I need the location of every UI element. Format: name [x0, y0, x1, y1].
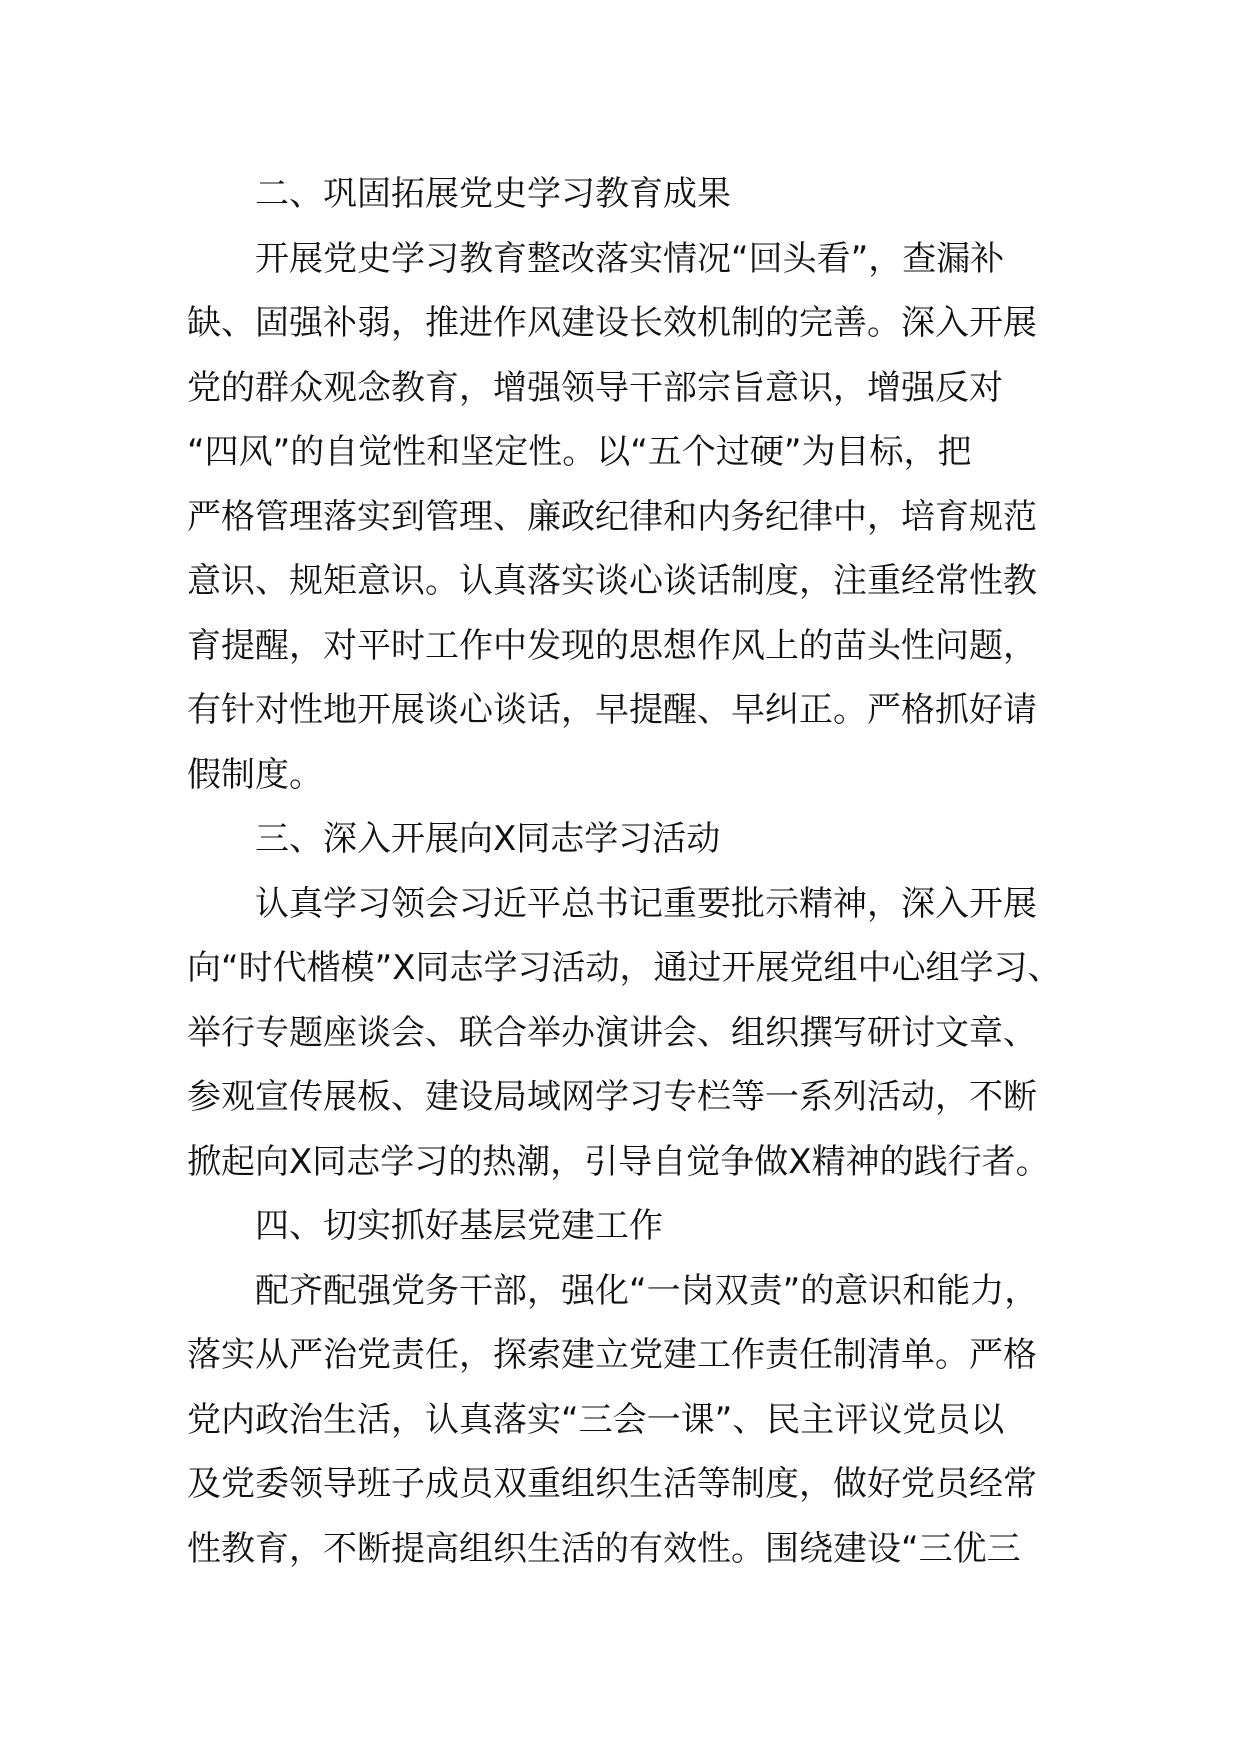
paragraph-line: 党内政治生活，认真落实“三会一课”、民主评议党员以 [187, 1399, 1005, 1440]
paragraph-line: 党的群众观念教育，增强领导干部宗旨意识，增强反对 [187, 367, 1003, 408]
paragraph-line: 配齐配强党务干部，强化“一岗双责”的意识和能力， [255, 1270, 1039, 1311]
paragraph-line: 掀起向X同志学习的热潮，引导自觉争做X精神的践行者。 [187, 1141, 1050, 1182]
paragraph-line: 认真学习领会习近平总书记重要批示精神，深入开展 [255, 883, 1037, 924]
section-heading-4: 四、切实抓好基层党建工作 [255, 1206, 663, 1246]
paragraph-line: 育提醒，对平时工作中发现的思想作风上的苗头性问题， [187, 625, 1037, 666]
paragraph-line: 缺、固强补弱，推进作风建设长效机制的完善。深入开展 [187, 303, 1037, 343]
paragraph-line: 落实从严治党责任，探索建立党建工作责任制清单。严格 [187, 1335, 1037, 1375]
paragraph-line: “四风”的自觉性和坚定性。以“五个过硬”为目标，把 [187, 432, 972, 472]
paragraph-line: 开展党史学习教育整改落实情况“回头看”，查漏补 [255, 238, 1005, 279]
paragraph-line: 严格管理落实到管理、廉政纪律和内务纪律中，培育规范 [187, 496, 1037, 537]
paragraph-line: 参观宣传展板、建设局域网学习专栏等一系列活动，不断 [187, 1077, 1037, 1117]
paragraph-line: 假制度。 [187, 754, 323, 795]
paragraph-line: 举行专题座谈会、联合举办演讲会、组织撰写研讨文章、 [187, 1012, 1037, 1053]
document-body [187, 162, 1067, 1581]
paragraph-line: 有针对性地开展谈心谈话，早提醒、早纠正。严格抓好请 [187, 690, 1037, 730]
section-heading-2: 二、巩固拓展党史学习教育成果 [255, 174, 731, 214]
section-heading-3: 三、深入开展向X同志学习活动 [255, 819, 721, 859]
paragraph-line: 性教育，不断提高组织生活的有效性。围绕建设“三优三 [187, 1528, 1021, 1569]
paragraph-line: 向“时代楷模”X同志学习活动，通过开展党组中心组学习、 [187, 948, 1062, 988]
paragraph-line: 及党委领导班子成员双重组织生活等制度，做好党员经常 [187, 1464, 1037, 1504]
paragraph-line: 意识、规矩意识。认真落实谈心谈话制度，注重经常性教 [187, 561, 1037, 601]
